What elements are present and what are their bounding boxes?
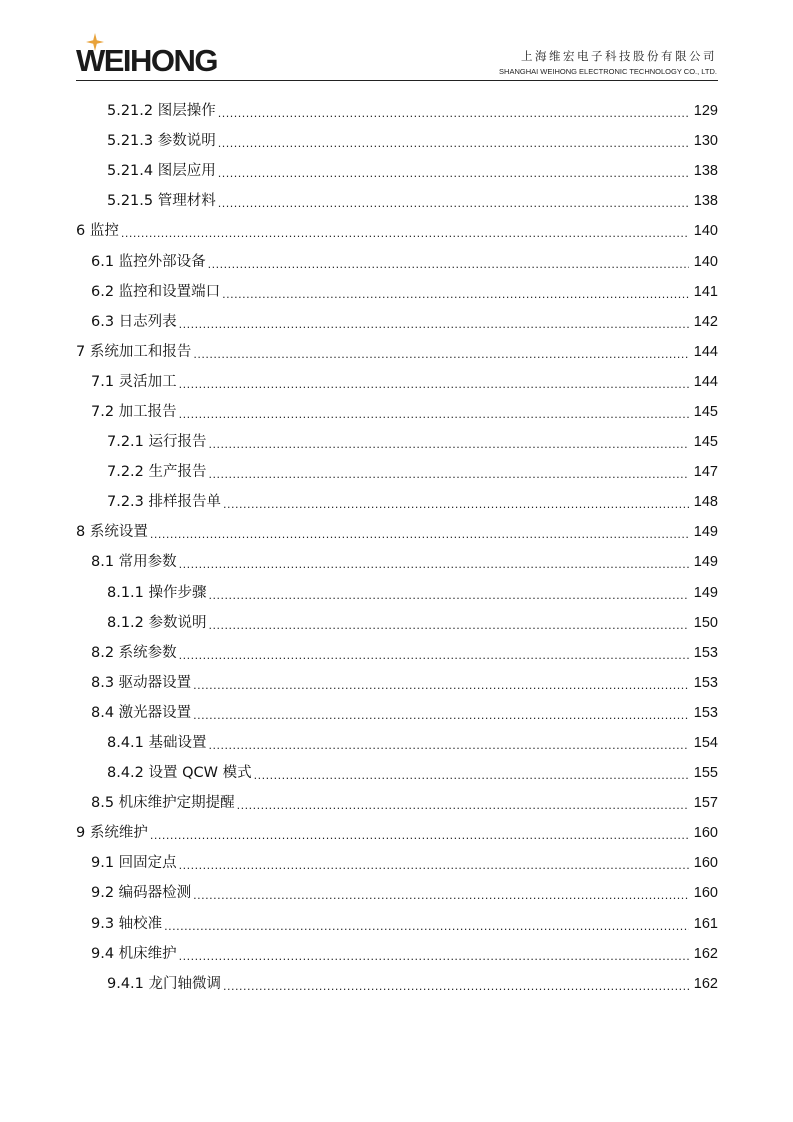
- toc-entry-title: 8.4 激光器设置: [91, 704, 192, 721]
- toc-entry-page-number: 147: [693, 464, 718, 481]
- toc-entry[interactable]: [76, 608, 718, 638]
- toc-dot-leader: [209, 587, 689, 605]
- toc-entry[interactable]: [76, 668, 718, 698]
- toc-entry-title: 9.4 机床维护: [91, 945, 177, 962]
- toc-entry-page-number: 140: [693, 253, 718, 270]
- toc-entry-title: 5.21.5 管理材料: [107, 193, 216, 210]
- toc-entry[interactable]: [76, 638, 718, 668]
- toc-entry-page-number: 161: [693, 915, 718, 932]
- toc-entry[interactable]: [76, 126, 718, 156]
- toc-dot-leader: [237, 797, 689, 815]
- company-name-cn: 上海维宏电子科技股份有限公司: [521, 49, 717, 63]
- toc-entry-page-number: 129: [693, 103, 718, 120]
- company-name-en: SHANGHAI WEIHONG ELECTRONIC TECHNOLOGY CO., LTD.: [499, 67, 717, 76]
- table-of-contents: [76, 96, 718, 999]
- toc-entry[interactable]: [76, 728, 718, 758]
- toc-entry[interactable]: [76, 186, 718, 216]
- toc-entry-title: 5.21.2 图层操作: [107, 103, 216, 120]
- toc-entry[interactable]: [76, 457, 718, 487]
- toc-entry[interactable]: [76, 517, 718, 547]
- toc-dot-leader: [209, 737, 689, 755]
- toc-dot-leader: [164, 918, 689, 936]
- toc-dot-leader: [150, 827, 689, 845]
- toc-dot-leader: [218, 165, 689, 183]
- toc-dot-leader: [209, 617, 689, 635]
- weihong-logo: [76, 44, 251, 78]
- header-divider: [76, 80, 718, 81]
- toc-entry-title: 6.3 日志列表: [91, 313, 177, 330]
- logo-text: WEIHONG: [76, 43, 218, 78]
- toc-entry[interactable]: [76, 848, 718, 878]
- toc-entry-page-number: 157: [693, 795, 718, 812]
- toc-entry[interactable]: [76, 216, 718, 246]
- toc-dot-leader: [179, 406, 689, 424]
- toc-entry-page-number: 153: [693, 704, 718, 721]
- toc-dot-leader: [209, 436, 689, 454]
- toc-entry-title: 8.3 驱动器设置: [91, 674, 192, 691]
- toc-entry-title: 7.1 灵活加工: [91, 373, 177, 390]
- toc-dot-leader: [208, 256, 689, 274]
- toc-entry-page-number: 150: [693, 614, 718, 631]
- page-header: [0, 0, 793, 82]
- toc-entry-page-number: 141: [693, 283, 718, 300]
- toc-dot-leader: [218, 195, 689, 213]
- toc-entry[interactable]: [76, 788, 718, 818]
- toc-entry[interactable]: [76, 427, 718, 457]
- toc-dot-leader: [193, 346, 689, 364]
- toc-entry-page-number: 138: [693, 193, 718, 210]
- toc-entry-page-number: 144: [693, 343, 718, 360]
- toc-entry-title: 7.2 加工报告: [91, 403, 177, 420]
- toc-entry[interactable]: [76, 397, 718, 427]
- toc-entry-title: 8.1.1 操作步骤: [107, 584, 207, 601]
- toc-entry-title: 8.2 系统参数: [91, 644, 177, 661]
- toc-entry-page-number: 153: [693, 644, 718, 661]
- toc-entry[interactable]: [76, 367, 718, 397]
- toc-dot-leader: [218, 105, 689, 123]
- toc-entry[interactable]: [76, 969, 718, 999]
- toc-entry-page-number: 140: [693, 223, 718, 240]
- toc-dot-leader: [179, 948, 689, 966]
- toc-entry[interactable]: [76, 578, 718, 608]
- toc-dot-leader: [179, 556, 689, 574]
- toc-entry-page-number: 149: [693, 524, 718, 541]
- toc-entry[interactable]: [76, 939, 718, 969]
- toc-entry-page-number: 148: [693, 494, 718, 511]
- toc-entry-title: 7.2.2 生产报告: [107, 464, 207, 481]
- toc-dot-leader: [150, 526, 689, 544]
- toc-dot-leader: [209, 466, 689, 484]
- toc-entry-page-number: 142: [693, 313, 718, 330]
- toc-entry-page-number: 145: [693, 403, 718, 420]
- toc-entry-page-number: 162: [693, 945, 718, 962]
- toc-dot-leader: [193, 677, 689, 695]
- toc-dot-leader: [223, 496, 689, 514]
- toc-entry[interactable]: [76, 878, 718, 908]
- toc-entry[interactable]: [76, 96, 718, 126]
- toc-entry-title: 8.5 机床维护定期提醒: [91, 795, 235, 812]
- toc-entry-title: 9 系统维护: [76, 825, 148, 842]
- toc-entry-page-number: 149: [693, 584, 718, 601]
- toc-dot-leader: [179, 316, 689, 334]
- toc-entry[interactable]: [76, 547, 718, 577]
- toc-entry-title: 9.2 编码器检测: [91, 885, 192, 902]
- toc-entry-page-number: 155: [693, 765, 718, 782]
- toc-entry-page-number: 144: [693, 373, 718, 390]
- toc-entry[interactable]: [76, 277, 718, 307]
- toc-entry-page-number: 138: [693, 163, 718, 180]
- toc-entry-title: 8.4.1 基础设置: [107, 735, 207, 752]
- toc-dot-leader: [179, 647, 689, 665]
- toc-entry-title: 7 系统加工和报告: [76, 343, 192, 360]
- toc-entry-title: 8 系统设置: [76, 524, 148, 541]
- toc-dot-leader: [193, 887, 689, 905]
- toc-entry-title: 8.1 常用参数: [91, 554, 177, 571]
- toc-entry-title: 5.21.4 图层应用: [107, 163, 216, 180]
- toc-entry-page-number: 153: [693, 674, 718, 691]
- toc-entry-title: 9.3 轴校准: [91, 915, 163, 932]
- toc-entry-page-number: 160: [693, 855, 718, 872]
- toc-entry[interactable]: [76, 156, 718, 186]
- toc-dot-leader: [254, 767, 689, 785]
- toc-entry-title: 6.2 监控和设置端口: [91, 283, 221, 300]
- toc-entry-title: 5.21.3 参数说明: [107, 133, 216, 150]
- toc-entry[interactable]: [76, 337, 718, 367]
- toc-dot-leader: [222, 286, 689, 304]
- toc-entry-page-number: 130: [693, 133, 718, 150]
- toc-dot-leader: [179, 376, 689, 394]
- toc-entry[interactable]: [76, 818, 718, 848]
- toc-entry-title: 8.4.2 设置 QCW 模式: [107, 765, 252, 782]
- toc-entry[interactable]: [76, 698, 718, 728]
- toc-entry-title: 7.2.3 排样报告单: [107, 494, 222, 511]
- toc-entry-page-number: 162: [693, 975, 718, 992]
- toc-entry-title: 6 监控: [76, 223, 119, 240]
- toc-dot-leader: [179, 857, 689, 875]
- toc-entry-page-number: 149: [693, 554, 718, 571]
- company-name: [499, 48, 717, 78]
- toc-entry[interactable]: [76, 758, 718, 788]
- toc-entry[interactable]: [76, 909, 718, 939]
- toc-dot-leader: [193, 707, 689, 725]
- toc-entry-title: 8.1.2 参数说明: [107, 614, 207, 631]
- toc-entry-page-number: 160: [693, 825, 718, 842]
- toc-entry[interactable]: [76, 307, 718, 337]
- toc-entry-page-number: 154: [693, 735, 718, 752]
- toc-entry-title: 9.4.1 龙门轴微调: [107, 975, 222, 992]
- toc-entry-title: 9.1 回固定点: [91, 855, 177, 872]
- toc-dot-leader: [223, 978, 689, 996]
- toc-entry-title: 7.2.1 运行报告: [107, 434, 207, 451]
- toc-entry-page-number: 145: [693, 434, 718, 451]
- toc-entry-page-number: 160: [693, 885, 718, 902]
- toc-entry[interactable]: [76, 246, 718, 276]
- toc-entry[interactable]: [76, 487, 718, 517]
- toc-dot-leader: [121, 225, 689, 243]
- toc-entry-title: 6.1 监控外部设备: [91, 253, 206, 270]
- toc-dot-leader: [218, 135, 689, 153]
